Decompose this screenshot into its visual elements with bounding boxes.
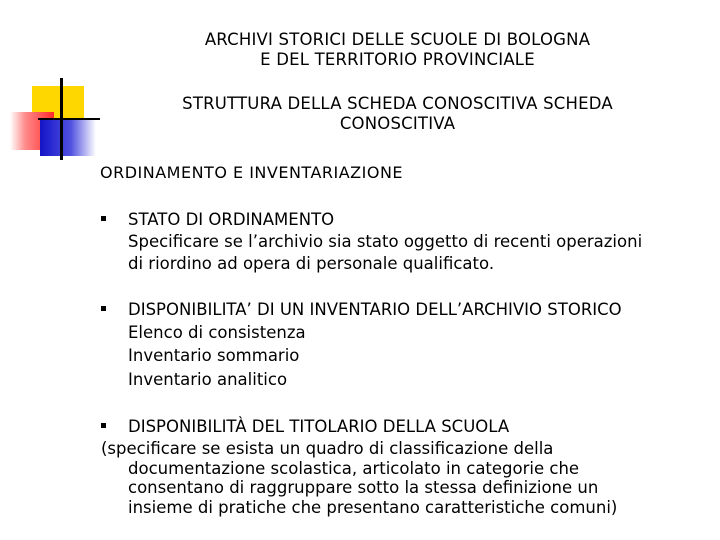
item-1-line-2: di riordino ad opera di personale qualificato.	[128, 254, 495, 273]
item-2-title: DISPONIBILITA’ DI UN INVENTARIO DELL’ARCHIVIO STORICO	[128, 300, 622, 319]
decorative-horizontal-line	[38, 118, 100, 120]
item-3-first-line: (specificare se esista un quadro di classificazione della	[101, 439, 554, 458]
item-3-line-1: documentazione scolastica, articolato in categorie che	[128, 458, 580, 478]
page-title	[120, 30, 675, 70]
item-1-description	[128, 231, 698, 275]
item-3-line-3: insieme di pratiche che presentano caratteristiche comuni)	[128, 497, 618, 517]
item-3-description	[101, 439, 701, 517]
section-heading: ORDINAMENTO E INVENTARIAZIONE	[100, 163, 404, 182]
item-2-line-2: Inventario sommario	[128, 346, 300, 365]
title-line-2: E DEL TERRITORIO PROVINCIALE	[260, 50, 535, 69]
title-line-1: ARCHIVI STORICI DELLE SCUOLE DI BOLOGNA	[204, 30, 591, 49]
decorative-blue-square	[40, 118, 96, 156]
bullet-square-icon	[101, 216, 106, 221]
bullet-square-icon	[101, 423, 106, 428]
item-1-title: STATO DI ORDINAMENTO	[128, 210, 335, 229]
item-1-line-1: Specificare se l’archivio sia stato oggetto di recenti operazioni	[128, 232, 643, 251]
bullet-square-icon	[101, 306, 106, 311]
item-2-line-1: Elenco di consistenza	[128, 323, 306, 342]
subtitle-line-2: CONOSCITIVA	[339, 114, 456, 133]
item-3-title: DISPONIBILITÀ DEL TITOLARIO DELLA SCUOLA	[128, 417, 510, 436]
item-2-line-3: Inventario analitico	[128, 370, 288, 389]
subtitle-line-1: STRUTTURA DELLA SCHEDA CONOSCITIVA SCHEDA	[182, 94, 613, 113]
item-3-line-2: consentano di raggruppare sotto la stessa definizione un	[128, 478, 599, 497]
page-subtitle	[120, 94, 675, 134]
